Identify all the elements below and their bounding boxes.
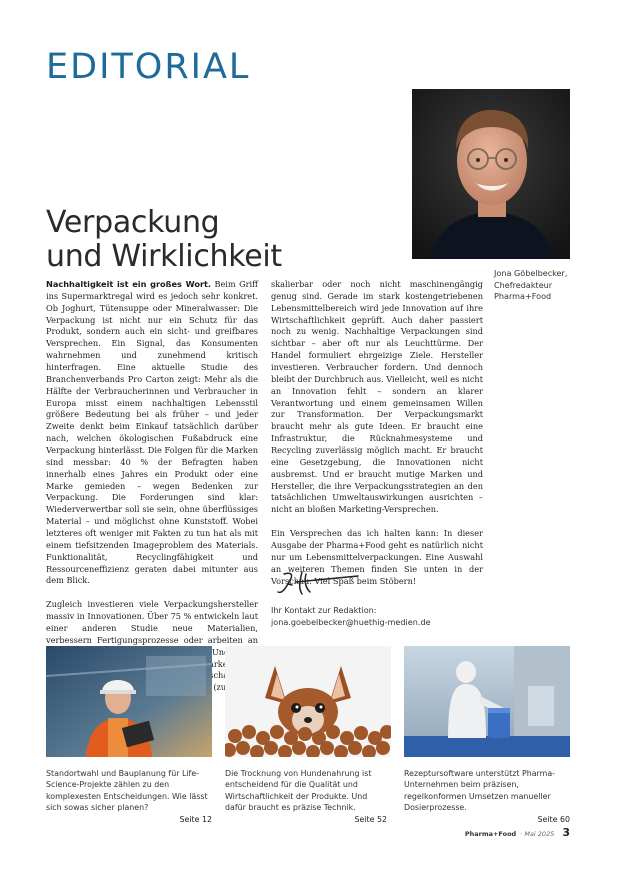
contact-block <box>271 605 501 628</box>
author-name: Jona Göbelbecker, <box>494 268 568 278</box>
article-column-left <box>46 279 258 706</box>
teaser-description: Standortwahl und Bauplanung für Life-Science-Projekte zählen zu den komplexesten Entscheidungen. Wie lässt sich sowas sicher planen? <box>46 769 208 813</box>
teaser-image-dog <box>225 646 391 757</box>
teaser-image-engineer <box>46 646 212 757</box>
teaser-card[interactable] <box>225 646 391 825</box>
author-publication: Pharma+Food <box>494 291 552 301</box>
author-caption <box>494 268 604 303</box>
teaser-card[interactable] <box>46 646 212 825</box>
teaser-page-link[interactable]: Seite 60 <box>537 814 570 824</box>
teaser-image-lab <box>404 646 570 757</box>
article-headline <box>46 206 386 274</box>
article-paragraph: Ein Versprechen das ich halten kann: In dieser Ausgabe der Pharma+Food geht es natürlich nicht nur um Lebensmittelverpackungen. Eine Auswahl an weiteren Themen finden Sie unten in der Vorschau. Viel Spaß beim Stöbern! <box>271 528 483 586</box>
article-paragraph: skalierbar oder noch nicht maschinengängig genug sind. Gerade im stark kostengetriebenen Lebensmittelbereich wird jede Innovation auf ihre Wirtschaftlichkeit geprüft. Auch daher passiert noch zu wenig. Nachhaltige Verpackungen sind sichtbar – aber oft nur als Leuchttürme. Der Handel formuliert ehrgeizige Ziele. Hersteller investieren. Verbraucher fordern. Und dennoch bleibt der Durchbruch aus. Vielleicht, weil es nicht an Innovation fehlt – sondern an klarer Verantwortung und einem gemeinsamen Willen zur Transformation. Der Verpackungsmarkt braucht mehr als gute Ideen. Er braucht eine Infrastruktur, die Rücknahmesysteme und Recycling zuverlässig möglich macht. Er braucht eine Gesetzgebung, die Innovationen nicht ausbremst. Und er braucht mutige Marken und Hersteller, die ihre Verpackungsstrategien an den tatsächlichen Umweltauswirkungen ausrichten – nicht an bloßen Marketing-Versprechen. <box>271 279 483 515</box>
article-paragraph <box>46 279 258 587</box>
teaser-text <box>46 768 212 825</box>
teaser-text <box>225 768 387 825</box>
teaser-page-link[interactable]: Seite 52 <box>354 814 387 824</box>
author-signature <box>276 568 366 598</box>
article-paragraph: Zugleich investieren viele Verpackungshersteller massiv in Innovationen. Über 75 % entwickeln laut einer anderen Studie neue Materialien, verbessern Fertigungsprozesse oder arbeiten an Und (zu) <box>46 599 258 693</box>
author-email[interactable]: jona.goebelbecker@huethig-medien.de <box>271 616 431 627</box>
paragraph-text: Beim Griff ins Supermarktregal wird es jedoch sehr konkret. Ob Joghurt, Tütensuppe oder Mineralwasser: Die Verpackung ist nicht nur ein Schutz für das Produkt, sondern auch ein sicht- und greifbares Versprechen. Ein Signal, das Konsumenten wahrnehmen und zunehmend kritisch hinterfragen. Eine aktuelle Studie des Branchenverbands Pro Carton zeigt: Mehr als die Hälfte der Verbraucherinnen und Verbraucher in Europa misst einem nachhaltigen Lebensstil größere Bedeutung bei als früher – und jeder Zweite denkt beim Einkauf tatsächlich darüber nach, welchen ökologischen Fußabdruck eine Verpackung hinterlässt. Die Folgen für die Marken sind messbar: 40 % der Befragten haben innerhalb eines Jahres ein Produkt oder eine Marke gemieden – wegen Bedenken zur Verpackung. Die Forderungen sind klar: Wiederverwertbar soll sie sein, ohne überflüssiges Material – und möglichst ohne Kunststoff. Wobei letzteres oft weniger mit Fakten zu tun hat als mit einem tiefsitzenden Imageproblem des Materials. Funktionalität, Recyclingfähigkeit und Ressourceneffizienz geraten dabei mitunter aus dem Blick. <box>46 279 258 586</box>
author-portrait <box>412 89 570 259</box>
page-footer <box>465 826 570 839</box>
section-label: EDITORIAL <box>46 47 251 87</box>
lead-in: Nachhaltigkeit ist ein großes Wort. <box>46 279 212 289</box>
page-number: 3 <box>562 826 570 839</box>
headline-line-1: Verpackung <box>46 205 220 240</box>
footer-issue: · Mai 2025 <box>520 830 555 838</box>
teaser-page-link[interactable]: Seite 12 <box>179 814 212 824</box>
headline-line-2: und Wirklichkeit <box>46 239 282 274</box>
teaser-description: Rezeptursoftware unterstützt Pharma-Unternehmen beim präzisen, regelkonformen Umsetzen manueller Dosierprozesse. <box>404 769 556 813</box>
teaser-text <box>404 768 570 825</box>
teaser-card[interactable] <box>404 646 570 825</box>
footer-brand: Pharma+Food <box>464 830 517 838</box>
teaser-description: Die Trocknung von Hundenahrung ist entscheidend für die Qualität und Wirtschaftlichkeit der Produkte. Und dafür braucht es präzise Technik. <box>225 769 372 813</box>
contact-label: Ihr Kontakt zur Redaktion: <box>271 605 377 615</box>
author-role: Chefredakteur <box>494 279 553 290</box>
article-column-right <box>271 279 483 587</box>
